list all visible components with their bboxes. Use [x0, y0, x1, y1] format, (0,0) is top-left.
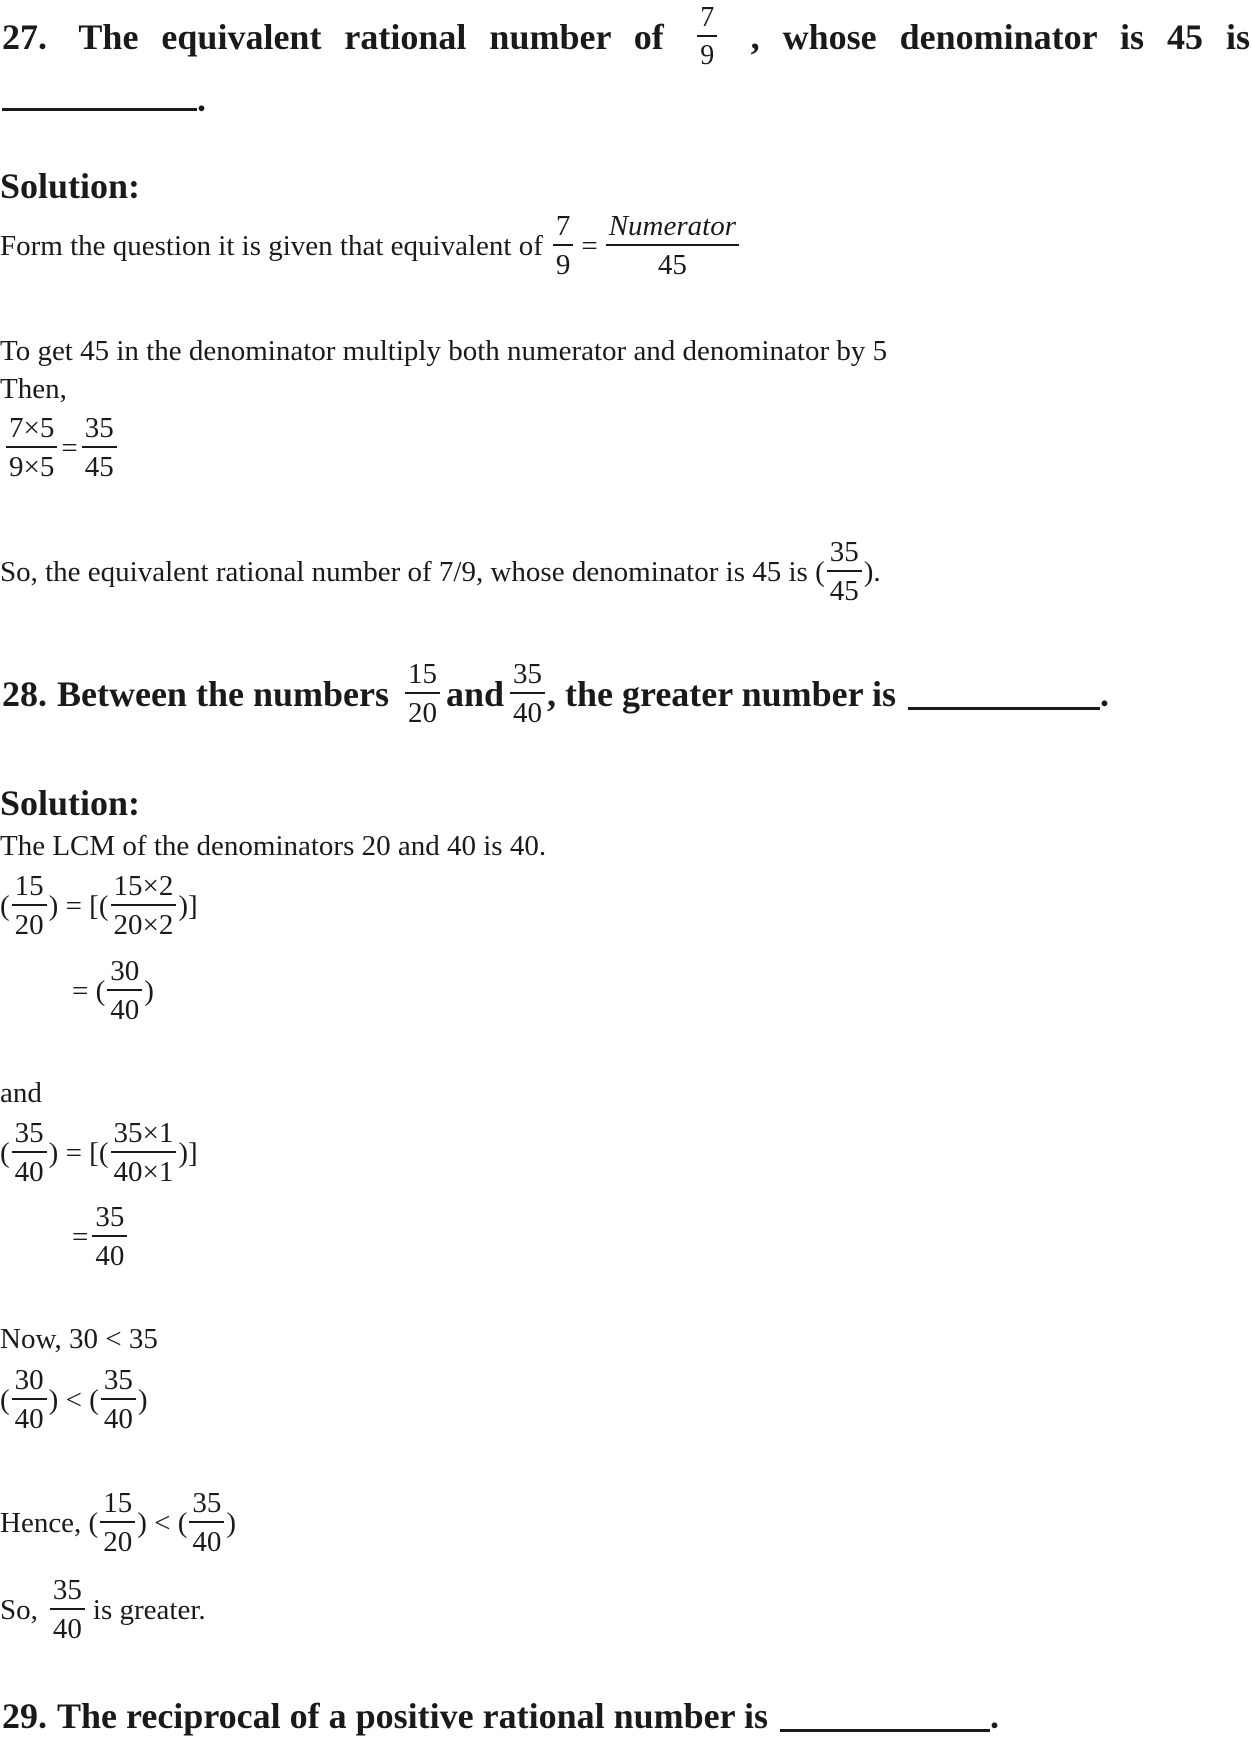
- fraction: $\frac{\text{Numerator}}{45}$: [606, 212, 739, 280]
- fraction: $\frac{35}{40}$: [50, 1576, 85, 1644]
- solution-28-step-b: ( $\frac{35}{40}$ ) = [( $\frac{35\times 1}{40\times 1}$ )]: [0, 1117, 198, 1188]
- question-27-blank-line: .: [2, 78, 206, 120]
- fraction: $\frac{35}{40}$: [12, 1119, 47, 1187]
- question-28: 28. Between the numbers $\frac{15}{20}$ and $\frac{35}{40}$ , the greater number is .: [2, 658, 1109, 729]
- fraction: $\frac{15\times 2}{20\times 2}$: [111, 872, 177, 940]
- solution-27-line2: To get 45 in the denominator multiply both numerator and denominator by 5: [0, 335, 888, 367]
- fraction: $\frac{35}{45}$: [827, 538, 862, 606]
- solution-28-lcm: The LCM of the denominators 20 and 40 is 40.: [0, 830, 547, 862]
- answer-blank: [780, 1701, 990, 1732]
- fraction: $\frac{35}{40}$: [101, 1366, 136, 1434]
- fraction: $\frac{7}{9}$: [553, 212, 574, 280]
- answer-blank: [908, 679, 1100, 710]
- fraction: $\frac{15}{20}$: [12, 872, 47, 940]
- solution-28-step-b-result: = $\frac{35}{40}$: [72, 1203, 129, 1271]
- solution-28-comparison-1: ( $\frac{30}{40}$ ) < ( $\frac{35}{40}$ ): [0, 1364, 148, 1435]
- question-27-text-part2: , whose denominator is 45 is: [750, 17, 1250, 57]
- fraction: $\frac{35}{40}$: [189, 1489, 224, 1557]
- solution-28-step-a-result: = ( $\frac{30}{40}$ ): [72, 955, 154, 1026]
- question-29: 29. The reciprocal of a positive rational number is .: [2, 1696, 999, 1736]
- fraction: $\frac{35\times 1}{40\times 1}$: [111, 1119, 177, 1187]
- solution-27-line1: Form the question it is given that equivalent of $\frac{7}{9}$ = $\frac{\text{Numerator}}{45}$: [0, 212, 741, 280]
- fraction: $\frac{15}{20}$: [100, 1489, 135, 1557]
- question-27: [2, 4, 1250, 70]
- solution-27-heading: Solution:: [0, 166, 141, 206]
- fraction: $\frac{30}{40}$: [12, 1366, 47, 1434]
- solution-28-final: So, $\frac{35}{40}$ is greater.: [0, 1574, 206, 1645]
- solution-28-heading: Solution:: [0, 783, 141, 823]
- solution-27-line3: Then,: [0, 373, 67, 405]
- question-27-number: 27.: [2, 17, 47, 57]
- fraction: $\frac{7\times 5}{9\times 5}$: [6, 414, 57, 482]
- solution-28-comparison-2: Hence, ( $\frac{15}{20}$ ) < ( $\frac{35}{40}$ ): [0, 1487, 237, 1558]
- fraction: $\frac{35}{45}$: [82, 414, 117, 482]
- solution-28-now: Now, 30 < 35: [0, 1323, 158, 1355]
- fraction: $\frac{15}{20}$: [405, 660, 440, 728]
- fraction: $\frac{30}{40}$: [107, 957, 142, 1025]
- question-28-number: 28.: [2, 674, 47, 714]
- solution-27-calculation: $\frac{7\times 5}{9\times 5}$ = $\frac{35}{45}$: [4, 414, 119, 482]
- fraction: $\frac{35}{40}$: [510, 660, 545, 728]
- answer-blank: [2, 80, 197, 111]
- question-27-fraction: $\frac{7}{9}$: [697, 4, 717, 70]
- question-29-number: 29.: [2, 1696, 47, 1736]
- fraction: $\frac{35}{40}$: [92, 1203, 127, 1271]
- solution-27-conclusion: So, the equivalent rational number of 7/9, whose denominator is 45 is ( $\frac{35}{45}$ ).: [0, 536, 881, 607]
- question-27-text-part1: The equivalent rational number of: [78, 17, 664, 57]
- solution-28-step-a: ( $\frac{15}{20}$ ) = [( $\frac{15\times 2}{20\times 2}$ )]: [0, 870, 198, 941]
- solution-28-and: and: [0, 1077, 42, 1109]
